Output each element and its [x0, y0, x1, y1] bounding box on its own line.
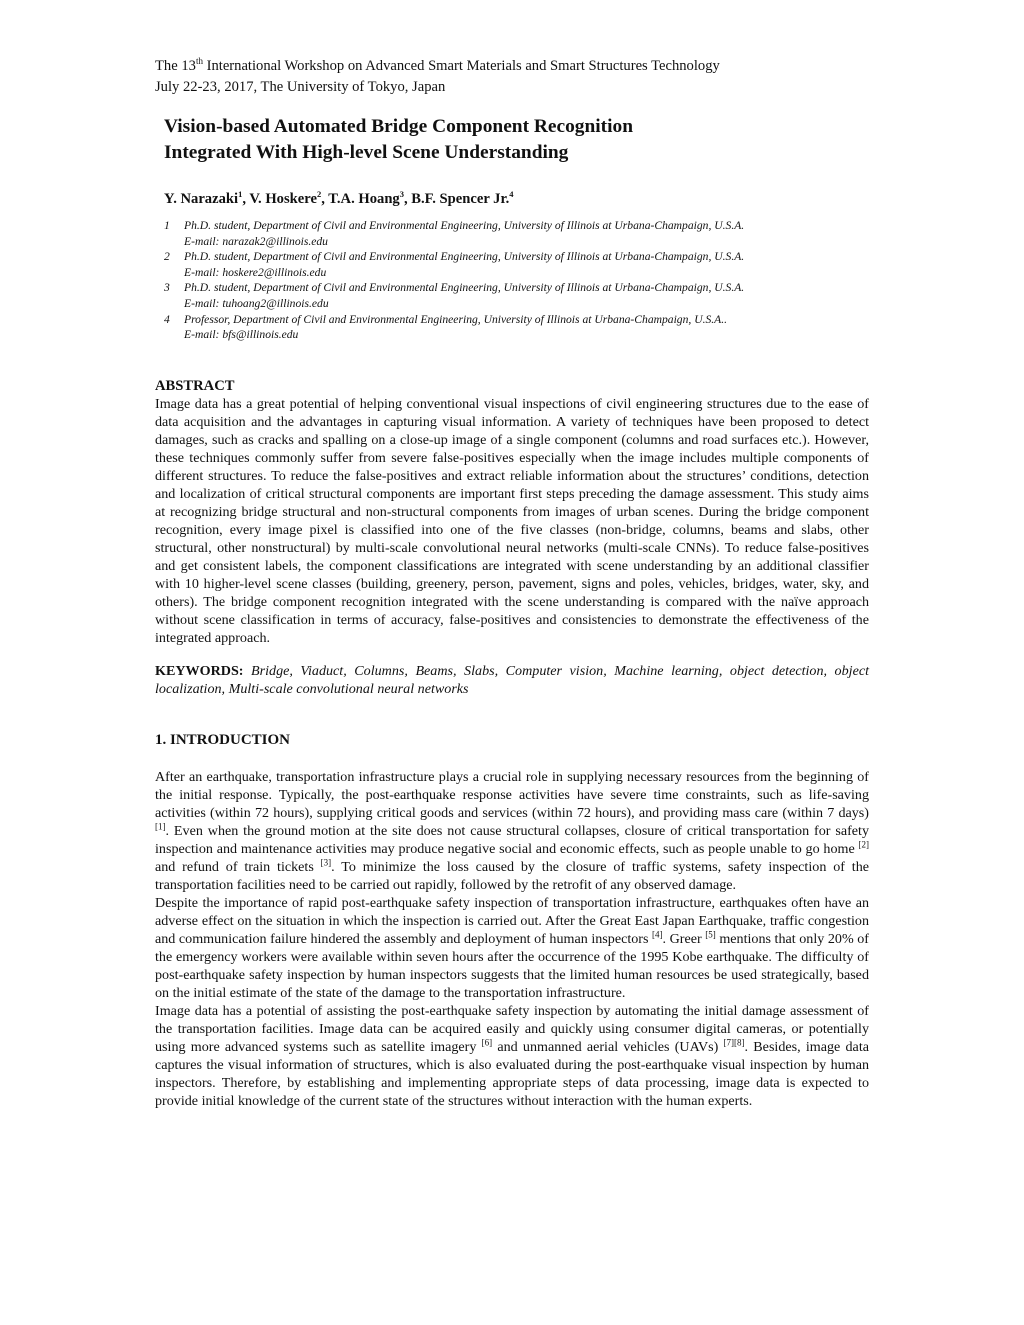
affiliation-number: 4 — [164, 312, 170, 326]
citation-ref: [4] — [652, 929, 663, 940]
citation-ref: [3] — [320, 857, 332, 868]
author-name: B.F. Spencer Jr. — [411, 191, 510, 207]
affiliation-list — [164, 218, 869, 343]
citation-ref: [7] — [723, 1037, 735, 1048]
introduction-heading: 1. INTRODUCTION — [155, 731, 291, 748]
affiliation-text: Ph.D. student, Department of Civil and Environmental Engineering, University of Illinois at Urbana-Champaign, U.S.A. — [184, 219, 745, 232]
introduction-paragraph-2: Despite the importance of rapid post-earthquake safety inspection of transportation infrastructure, earthquakes often have an adverse effect on the situation in which the inspection is carried out. After the Great East Japan Earthquake, traffic congestion and communication failure hindered the assembly and deployment of human inspectors [4]. Greer [5] mentions that only 20% of the emergency workers were available within seven hours after the occurrence of the 1995 Kobe earthquake. The difficulty of post-earthquake safety inspection by human inspectors suggests that the limited human resources be used strategically, based on the initial estimate of the state of the damage to the transportation infrastructure. — [155, 894, 869, 1001]
introduction-paragraph-3: Image data has a potential of assisting the post-earthquake safety inspection by automating the initial damage assessment of the transportation facilities. Image data can be acquired easily and quickly using consumer digital cameras, or potentially using more advanced systems such as satellite imagery [6] and unmanned aerial vehicles (UAVs) [7][8]. Besides, image data captures the visual information of structures, which is also evaluated during the post-earthquake visual inspection by human inspectors. Therefore, by establishing and implementing appropriate steps of data processing, image data is expected to provide initial knowledge of the current state of the structures without interaction with the human experts. — [155, 1002, 869, 1109]
affiliation-text: Ph.D. student, Department of Civil and Environmental Engineering, University of Illinois at Urbana-Champaign, U.S.A. — [184, 281, 745, 295]
abstract-text: Image data has a great potential of helping conventional visual inspections of civil engineering structures due to the ease of data acquisition and the advantages in capturing visual information. A variety of techniques have been proposed to detect damages, such as cracks and spalling on a close-up image of a single component (columns and road surfaces etc.). However, these techniques commonly suffer from severe false-positives especially when the image includes multiple components of different structures. To reduce the false-positives and extract reliable information about the structures’ conditions, detection and localization of critical structural components are important first steps preceding the damage assessment. This study aims at recognizing bridge structural and non-structural components from images of urban scenes. During the bridge component recognition, every image pixel is classified into one of the five classes (non-bridge, columns, beams and slabs, other structural, other nonstructural) by multi-scale convolutional neural networks (multi-scale CNNs). To reduce false-positives and get consistent labels, the component classifications are integrated with scene understanding by an additional classifier with 10 higher-level scene classes (building, greenery, person, pavement, signs and poles, vehicles, bridges, water, sky, and others). The bridge component recognition integrated with the scene understanding is compared with the naïve approach without scene classification in terms of accuracy, false-positives and consistencies to demonstrate the effectiveness of the integrated approach. — [155, 395, 869, 646]
citation-ref: [8] — [734, 1037, 745, 1048]
affiliation-text: Ph.D. student, Department of Civil and Environmental Engineering, University of Illinois at Urbana-Champaign, U.S.A. — [184, 250, 745, 264]
affiliation-item — [164, 312, 869, 343]
affiliation-email: E-mail: hoskere2@illinois.edu — [184, 265, 327, 279]
affiliation-text: Professor, Department of Civil and Environmental Engineering, University of Illinois at Urbana-Champaign, U.S.A.. — [184, 312, 728, 326]
abstract-heading: ABSTRACT — [155, 377, 235, 394]
author-affiliation-mark: 3 — [399, 189, 404, 200]
paper-title — [164, 114, 869, 166]
author-affiliation-mark: 1 — [238, 189, 243, 200]
author-name: V. Hoskere — [249, 191, 317, 207]
affiliation-number: 1 — [164, 219, 170, 232]
author-name: Y. Narazaki — [164, 191, 239, 207]
conference-ordinal-suffix: th — [195, 56, 203, 67]
keywords-list: Bridge, Viaduct, Columns, Beams, Slabs, Computer vision, Machine learning, object detection, object localization, Multi-scale convolutional neural networks — [155, 662, 869, 697]
affiliation-item — [164, 280, 869, 311]
affiliation-item — [164, 249, 869, 280]
affiliation-email: E-mail: bfs@illinois.edu — [184, 328, 299, 342]
affiliation-item — [164, 218, 869, 249]
author-list: Y. Narazaki$^1$, V. Hoskere$^2$, T.A. Hoang$^3$, B.F. Spencer Jr.$^4$ — [164, 189, 514, 207]
paper-page — [155, 56, 869, 1110]
paper-title-line-2: Integrated With High-level Scene Understanding — [164, 142, 569, 163]
paper-title-line-1: Vision-based Automated Bridge Component Recognition — [164, 116, 633, 137]
keywords-paragraph — [155, 662, 869, 698]
affiliation-number: 3 — [164, 281, 170, 295]
author-affiliation-mark: 4 — [509, 189, 514, 200]
citation-ref: [6] — [481, 1037, 493, 1048]
affiliation-number: 2 — [164, 250, 170, 264]
introduction-paragraph-1: After an earthquake, transportation infrastructure plays a crucial role in supplying necessary resources from the beginning of the initial response. Typically, the post-earthquake response activities have severe time constraints, such as life-saving activities (within 72 hours), supplying critical goods and services (within 72 hours), and providing mass care (within 7 days) [1]. Even when the ground motion at the site does not cause structural collapses, closure of critical transportation for safety inspection and maintenance activities may produce negative social and economic effects, such as people unable to go home [2] and refund of train tickets [3]. To minimize the loss caused by the closure of traffic systems, safety inspection of the transportation facilities need to be carried out rapidly, followed by the retrofit of any observed damage. — [155, 768, 869, 893]
author-affiliation-mark: 2 — [316, 189, 322, 200]
keywords-label: KEYWORDS: — [155, 662, 244, 679]
citation-ref: [5] — [705, 929, 716, 940]
conference-header-line2: July 22-23, 2017, The University of Tokyo, Japan — [155, 79, 446, 95]
conference-header-line1: The 13th International Workshop on Advanced Smart Materials and Smart Structures Technology — [155, 56, 720, 74]
citation-ref: [2] — [858, 839, 869, 850]
affiliation-email: E-mail: narazak2@illinois.edu — [184, 234, 328, 248]
affiliation-email: E-mail: tuhoang2@illinois.edu — [184, 296, 329, 310]
introduction-body — [155, 768, 869, 1110]
author-name: T.A. Hoang — [328, 191, 400, 207]
citation-ref: [1] — [155, 821, 166, 832]
